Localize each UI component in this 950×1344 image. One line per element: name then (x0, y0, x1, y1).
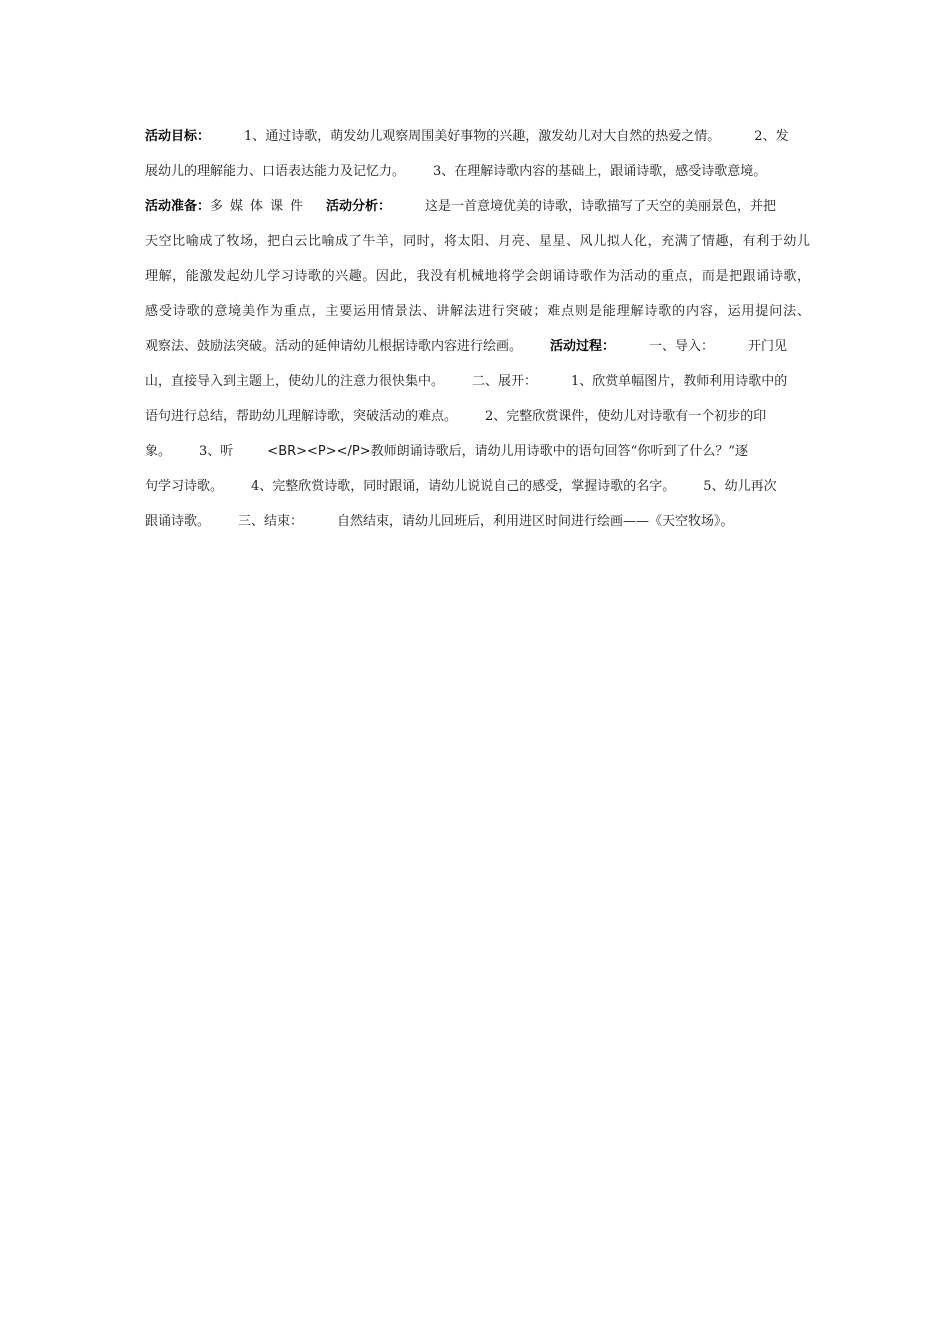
goal-heading: 活动目标： (145, 129, 211, 144)
step-2-5-start: 5、幼儿再次 (703, 479, 777, 494)
step-2-4: 4、完整欣赏诗歌，同时跟诵，请幼儿说说自己的感受，掌握诗歌的名字。 (251, 479, 676, 494)
prep-heading: 活动准备： (145, 199, 211, 214)
document-body (145, 122, 810, 542)
goal-item-2-end: 展幼儿的理解能力、口语表达能力及记忆力。 (145, 164, 406, 179)
prep-text: 多媒体课件 (210, 199, 311, 214)
analysis-line-5: 观察法、鼓励法突破。活动的延伸请幼儿根据诗歌内容进行绘画。 (145, 339, 523, 354)
text-line (145, 192, 810, 227)
step-1-text-start: 开门见 (748, 339, 788, 354)
text-line (145, 437, 810, 472)
step-2-3-end: 句学习诗歌。 (145, 479, 224, 494)
step-2-2-end: 象。 (145, 444, 172, 459)
text-line (145, 402, 810, 437)
text-line (145, 472, 810, 507)
analysis-line-1: 这是一首意境优美的诗歌，诗歌描写了天空的美丽景色，并把 (425, 199, 777, 214)
step-2-3-middle: 教师朗诵诗歌后，请幼儿用诗歌中的语句回答“你听到了什么？”逐 (370, 444, 748, 459)
step-2-2-start: 2、完整欣赏课件，使幼儿对诗歌有一个初步的印 (485, 409, 767, 424)
text-line (145, 227, 810, 262)
step-1-text-end: 山，直接导入到主题上，使幼儿的注意力很快集中。 (145, 374, 445, 389)
text-line (145, 507, 810, 542)
step-2-1-end: 语句进行总结，帮助幼儿理解诗歌，突破活动的难点。 (145, 409, 458, 424)
analysis-line-3: 理解，能激发起幼儿学习诗歌的兴趣。因此，我没有机械地将学会朗诵诗歌作为活动的重点，而是把跟诵诗歌， (145, 269, 810, 284)
text-line (145, 297, 810, 332)
analysis-heading: 活动分析： (326, 199, 392, 214)
text-line (145, 122, 810, 157)
text-line (145, 157, 810, 192)
step-2-1-start: 1、欣赏单幅图片，教师利用诗歌中的 (571, 374, 788, 389)
goal-item-2-start: 2、发 (754, 129, 789, 144)
step-3-text: 自然结束，请幼儿回班后，利用进区时间进行绘画——《天空牧场》。 (337, 514, 734, 529)
step-3-label: 三、结束： (238, 514, 304, 529)
step-2-5-end: 跟诵诗歌。 (145, 514, 211, 529)
step-2-3-code: <BR><P></P> (267, 444, 371, 459)
goal-item-3: 3、在理解诗歌内容的基础上，跟诵诗歌，感受诗歌意境。 (433, 164, 767, 179)
step-2-label: 二、展开： (472, 374, 538, 389)
step-2-3-start: 3、听 (199, 444, 234, 459)
analysis-line-4: 感受诗歌的意境美作为重点，主要运用情景法、讲解法进行突破；难点则是能理解诗歌的内容，运用提问法、 (145, 304, 810, 319)
analysis-line-2: 天空比喻成了牧场，把白云比喻成了牛羊，同时，将太阳、月亮、星星、风儿拟人化，充满了情趣，有利于幼儿 (145, 234, 810, 249)
process-heading: 活动过程： (550, 339, 616, 354)
text-line (145, 367, 810, 402)
text-line (145, 262, 810, 297)
text-line (145, 332, 810, 367)
step-1-label: 一、导入： (649, 339, 715, 354)
goal-item-1: 1、通过诗歌，萌发幼儿观察周围美好事物的兴趣，激发幼儿对大自然的热爱之情。 (244, 129, 721, 144)
